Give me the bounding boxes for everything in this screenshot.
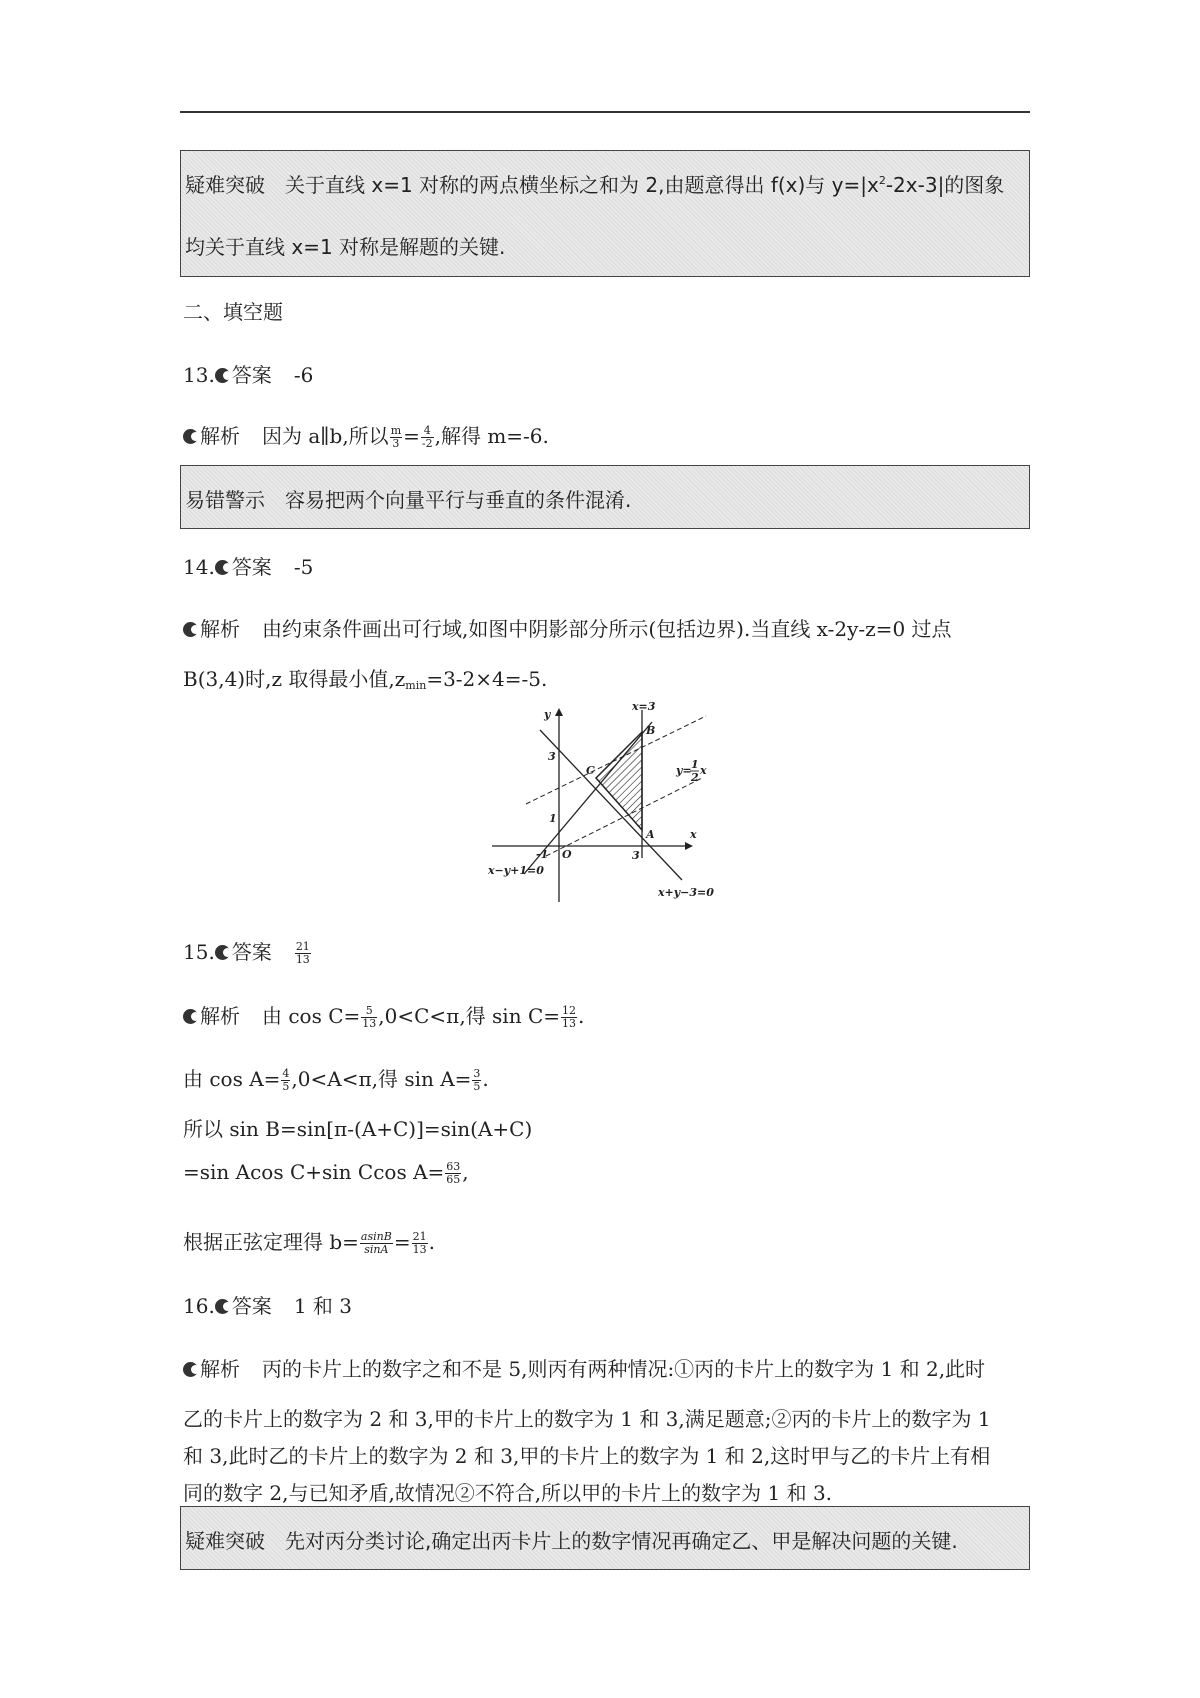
analysis-text: =3-2×4=-5.: [426, 667, 548, 691]
analysis-text: .: [578, 1004, 585, 1028]
label-tick-3-y: 3: [548, 750, 556, 763]
section-title: 二、填空题: [183, 300, 283, 324]
analysis-marker-icon: [183, 1362, 198, 1377]
answer-label: 答案: [231, 363, 272, 387]
fraction-numerator: 5: [361, 1005, 377, 1018]
analysis-label: 解析: [200, 1357, 240, 1381]
analysis-label: 解析: [200, 617, 240, 641]
fraction: [412, 1231, 428, 1256]
analysis-text: B(3,4)时,z 取得最小值,z: [183, 667, 406, 691]
label-x-axis: x: [690, 828, 697, 841]
box-tag: 疑难突破: [185, 1529, 265, 1553]
label-tick-3-x: 3: [632, 849, 640, 862]
fraction-numerator: 12: [562, 1004, 576, 1017]
analysis-text: 根据正弦定理得 b=: [183, 1230, 359, 1254]
analysis-text: .: [428, 1230, 435, 1254]
box-tag: 易错警示: [185, 488, 265, 512]
label-line-x-minus-y: x−y+1=0: [488, 864, 544, 877]
fraction: [561, 1005, 577, 1030]
q15-analysis-line-4: [183, 1160, 469, 1186]
analysis-text: 因为 a∥b,所以: [262, 424, 389, 448]
fraction-numerator: 21: [412, 1230, 427, 1243]
q15-analysis-line-5: [183, 1226, 435, 1256]
analysis-text: 由约束条件画出可行域,如图中阴影部分所示(包括边界).当直线 x-2y-z=0 过点: [262, 617, 952, 641]
answer-marker-icon: [215, 945, 230, 960]
q13-answer-line: [183, 359, 313, 388]
fraction: [361, 1005, 377, 1030]
fraction-denominator: -2: [421, 437, 433, 450]
superscript: 2: [878, 174, 886, 187]
answer-label: 答案: [231, 1294, 272, 1318]
q15-analysis-line-2: [183, 1063, 489, 1093]
fraction-numerator: 4: [282, 1067, 290, 1080]
fraction: [390, 425, 402, 450]
answer-value: 1 和 3: [293, 1294, 352, 1318]
y-axis-arrow-icon: [555, 708, 563, 716]
analysis-marker-icon: [183, 622, 198, 637]
fraction-denominator: 5: [473, 1080, 481, 1093]
fraction-denominator: 13: [362, 1017, 377, 1030]
analysis-text: ,0<A<π,得 sin A=: [291, 1067, 472, 1091]
question-number: 13.: [183, 363, 215, 387]
fraction-denominator: 3: [392, 437, 400, 450]
fraction: [421, 425, 434, 450]
fraction-numerator: 3: [473, 1067, 481, 1080]
analysis-marker-icon: [183, 1009, 198, 1024]
box-text: 关于直线 x=1 对称的两点横坐标之和为 2,由题意得出 f(x)与 y=|x: [285, 173, 879, 197]
label-tick-1-y: 1: [549, 812, 557, 825]
analysis-text: 丙的卡片上的数字之和不是 5,则丙有两种情况:①丙的卡片上的数字为 1 和 2,此时: [262, 1357, 986, 1381]
label-point-A: A: [646, 828, 655, 841]
x-axis-arrow-icon: [685, 842, 693, 850]
analysis-text: ,0<C<π,得 sin C=: [378, 1004, 560, 1028]
q16-analysis-line-4: 同的数字 2,与已知矛盾,故情况②不符合,所以甲的卡片上的数字为 1 和 3.: [183, 1481, 833, 1505]
tip-box-difficulty-1: [180, 150, 1030, 277]
fraction-numerator: asinB: [360, 1230, 392, 1243]
fraction-denominator: sinA: [364, 1243, 389, 1256]
tip-box-mistake-warning: [180, 465, 1030, 529]
fraction-denominator: 65: [446, 1173, 461, 1186]
equals-sign: =: [393, 1230, 411, 1254]
question-number: 14.: [183, 555, 215, 579]
fraction: [472, 1068, 481, 1093]
analysis-text: ,: [462, 1160, 469, 1184]
q13-analysis-line: [183, 420, 549, 450]
label-half-den: 2: [691, 771, 699, 784]
box-tag: 疑难突破: [185, 173, 265, 197]
analysis-label: 解析: [200, 424, 240, 448]
label-origin: O: [562, 848, 572, 861]
label-half-num: 1: [691, 758, 699, 771]
header-rule: [180, 111, 1030, 113]
label-point-C: C: [586, 764, 595, 777]
answer-value: -6: [293, 363, 314, 387]
question-number: 15.: [183, 940, 215, 964]
q16-analysis-line-2: 乙的卡片上的数字为 2 和 3,甲的卡片上的数字为 1 和 3,满足题意;②丙的卡片上的数字为 1: [183, 1407, 991, 1431]
label-tick-neg1-x: -1: [536, 848, 549, 861]
box-text: 容易把两个向量平行与垂直的条件混淆.: [285, 488, 632, 512]
q16-answer-line: [183, 1290, 352, 1319]
fraction-numerator: m: [390, 424, 402, 437]
label-y-eq: y=: [676, 764, 692, 777]
equals-sign: =: [403, 424, 420, 448]
fraction-denominator: 13: [295, 953, 310, 966]
analysis-text: ,解得 m=-6.: [434, 424, 549, 448]
fraction-denominator: 13: [562, 1017, 576, 1030]
label-line-x-plus-y: x+y−3=0: [658, 886, 714, 899]
analysis-marker-icon: [183, 429, 198, 444]
analysis-text: 由 cos A=: [183, 1067, 281, 1091]
q15-analysis-line-1: [183, 1000, 584, 1030]
fraction-numerator: 4: [421, 425, 434, 438]
feasible-region-figure: [480, 702, 740, 902]
analysis-label: 解析: [200, 1004, 240, 1028]
q16-analysis-line-3: 和 3,此时乙的卡片上的数字为 2 和 3,甲的卡片上的数字为 1 和 2,这时甲与乙的卡片上有相: [183, 1444, 991, 1468]
label-point-B: B: [646, 724, 656, 737]
q14-analysis-line-2: [183, 663, 547, 692]
fraction-denominator: 13: [412, 1243, 427, 1256]
question-number: 16.: [183, 1294, 215, 1318]
tip-box-difficulty-2: [180, 1506, 1030, 1570]
answer-marker-icon: [215, 1299, 230, 1314]
q16-analysis-line-1: [183, 1353, 985, 1382]
fraction: [281, 1068, 290, 1093]
fraction-numerator: 21: [295, 940, 310, 953]
q14-analysis-line-1: [183, 613, 952, 642]
answer-value: -5: [293, 555, 314, 579]
analysis-text: =sin Acos C+sin Ccos A=: [183, 1160, 445, 1184]
analysis-text: .: [482, 1067, 489, 1091]
label-y-axis: y: [544, 708, 551, 721]
analysis-text: 由 cos C=: [262, 1004, 361, 1028]
q14-answer-line: [183, 551, 313, 580]
answer-marker-icon: [215, 368, 230, 383]
label-half-x: x: [700, 764, 707, 777]
box-text: 均关于直线 x=1 对称是解题的关键.: [185, 235, 506, 259]
subscript: min: [405, 679, 427, 692]
answer-label: 答案: [231, 555, 272, 579]
box-text: -2x-3|的图象: [885, 173, 1005, 197]
answer-marker-icon: [215, 560, 230, 575]
fraction-denominator: 5: [282, 1080, 290, 1093]
q15-answer-line: [183, 936, 312, 966]
fraction: [360, 1231, 393, 1256]
answer-fraction: [295, 941, 311, 966]
fraction-numerator: 63: [446, 1160, 461, 1173]
box-text: 先对丙分类讨论,确定出丙卡片上的数字情况再确定乙、甲是解决问题的关键.: [285, 1529, 958, 1553]
answer-label: 答案: [231, 940, 272, 964]
label-x-equals-3: x=3: [632, 702, 656, 713]
label-y-half-x: [675, 764, 692, 777]
q15-analysis-line-3: 所以 sin B=sin[π-(A+C)]=sin(A+C): [183, 1117, 533, 1141]
fraction: [445, 1161, 461, 1186]
